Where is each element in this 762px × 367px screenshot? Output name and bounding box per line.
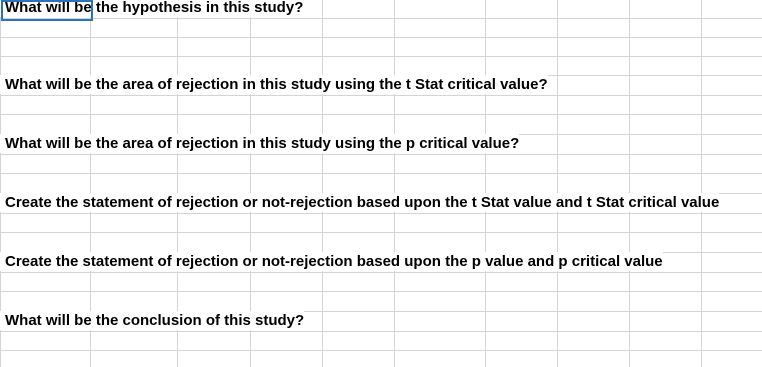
question-cell-hypothesis[interactable]: What will be the hypothesis in this study? xyxy=(0,0,303,17)
row-gridline xyxy=(0,173,762,174)
question-cell-p-rejection-area[interactable]: What will be the area of rejection in this study using the p critical value? xyxy=(0,134,519,153)
row-gridline xyxy=(0,154,762,155)
row-gridline xyxy=(0,37,762,38)
row-gridline xyxy=(0,95,762,96)
question-cell-conclusion[interactable]: What will be the conclusion of this study? xyxy=(0,311,304,330)
question-cell-t-stat-rejection-area[interactable]: What will be the area of rejection in this study using the t Stat critical value? xyxy=(0,75,548,94)
row-gridline xyxy=(0,291,762,292)
row-gridline xyxy=(0,114,762,115)
row-gridline xyxy=(0,272,762,273)
question-cell-p-value-statement[interactable]: Create the statement of rejection or not-rejection based upon the p value and p critical value xyxy=(0,252,663,271)
row-gridline xyxy=(0,331,762,332)
row-gridline xyxy=(0,213,762,214)
active-cell-cursor[interactable] xyxy=(1,0,93,21)
row-gridline xyxy=(0,56,762,57)
row-gridline xyxy=(0,18,762,19)
row-gridline xyxy=(0,350,762,351)
question-cell-t-stat-statement[interactable]: Create the statement of rejection or not-rejection based upon the t Stat value and t Stat critical value xyxy=(0,193,719,212)
row-gridline xyxy=(0,232,762,233)
